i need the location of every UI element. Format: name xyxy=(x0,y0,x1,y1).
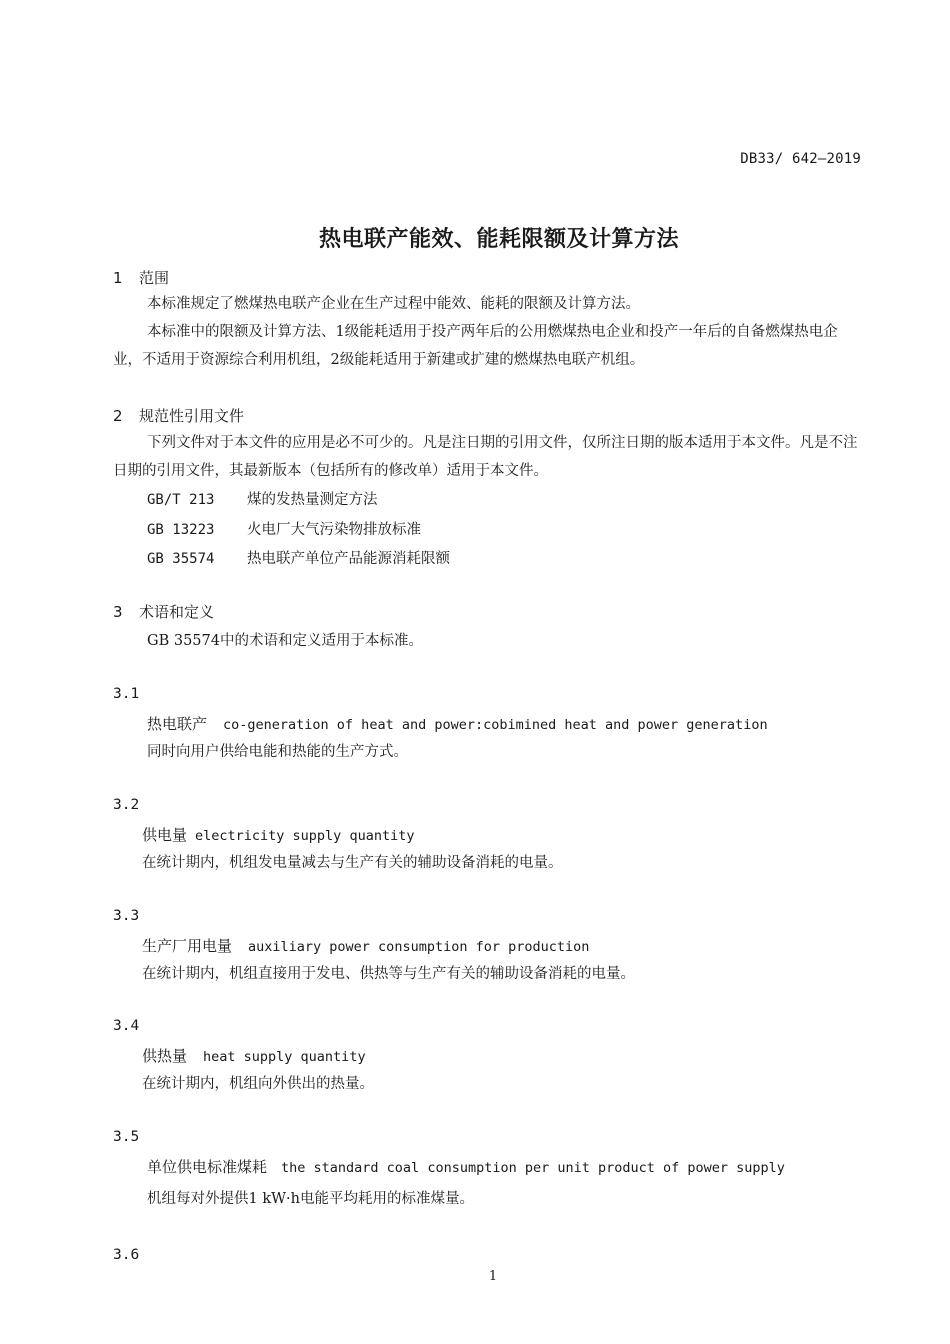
document-title: 热电联产能效、能耗限额及计算方法 xyxy=(318,227,679,252)
section-2-heading xyxy=(113,405,244,426)
term-english: heat supply quantity xyxy=(203,1049,366,1065)
term-chinese: 单位供电标准煤耗 xyxy=(147,1158,268,1176)
section-number: 3 xyxy=(113,603,123,621)
clause-number: 3.6 xyxy=(113,1247,140,1263)
reference-title: 热电联产单位产品能源消耗限额 xyxy=(247,551,450,567)
term-definition: 在统计期内，机组直接用于发电、供热等与生产有关的辅助设备消耗的电量。 xyxy=(142,966,635,982)
clause-number: 3.4 xyxy=(113,1018,140,1034)
term-entry xyxy=(142,1045,366,1066)
reference-code: GB 13223 xyxy=(147,522,215,538)
term-chinese: 供电量 xyxy=(142,826,188,844)
reference-item xyxy=(147,488,378,509)
section-1-paragraph-1: 本标准规定了燃煤热电联产企业在生产过程中能效、能耗的限额及计算方法。 xyxy=(147,296,640,312)
section-3-heading xyxy=(113,601,214,622)
document-code: DB33/ 642—2019 xyxy=(740,151,861,167)
term-definition: 机组每对外提供1 kW·h电能平均耗用的标准煤量。 xyxy=(147,1191,474,1207)
term-english: the standard coal consumption per unit product of power supply xyxy=(281,1160,785,1176)
term-english: electricity supply quantity xyxy=(195,828,415,844)
reference-code: GB 35574 xyxy=(147,551,215,567)
section-number: 2 xyxy=(113,407,123,425)
reference-code: GB/T 213 xyxy=(147,492,215,508)
page-number: 1 xyxy=(488,1269,498,1284)
term-definition: 在统计期内，机组向外供出的热量。 xyxy=(142,1076,374,1092)
term-entry xyxy=(142,824,414,845)
clause-number: 3.3 xyxy=(113,908,140,924)
reference-item xyxy=(147,547,450,568)
clause-number: 3.2 xyxy=(113,797,140,813)
section-title: 范围 xyxy=(139,269,170,287)
section-3-paragraph-1: GB 35574中的术语和定义适用于本标准。 xyxy=(147,633,423,649)
reference-item xyxy=(147,518,421,539)
term-chinese: 热电联产 xyxy=(147,715,208,733)
term-definition: 同时向用户供给电能和热能的生产方式。 xyxy=(147,744,408,760)
clause-number: 3.1 xyxy=(113,686,140,702)
section-title: 规范性引用文件 xyxy=(139,407,245,425)
section-1-paragraph-2: 本标准中的限额及计算方法、1级能耗适用于投产两年后的公用燃煤热电企业和投产一年后的自备燃煤热电企业，不适用于资源综合利用机组，2级能耗适用于新建或扩建的燃煤热电联产机组。 xyxy=(113,324,838,368)
term-definition: 在统计期内，机组发电量减去与生产有关的辅助设备消耗的电量。 xyxy=(142,855,563,871)
term-entry xyxy=(142,935,589,956)
section-number: 1 xyxy=(113,269,123,287)
term-english: auxiliary power consumption for production xyxy=(248,939,590,955)
clause-number: 3.5 xyxy=(113,1129,140,1145)
term-entry xyxy=(147,1156,785,1177)
section-1-heading xyxy=(113,267,169,288)
term-chinese: 生产厂用电量 xyxy=(142,937,233,955)
section-2-paragraph-1: 下列文件对于本文件的应用是必不可少的。凡是注日期的引用文件，仅所注日期的版本适用于本文件。凡是不注日期的引用文件，其最新版本（包括所有的修改单）适用于本文件。 xyxy=(113,435,858,479)
term-chinese: 供热量 xyxy=(142,1047,188,1065)
reference-title: 煤的发热量测定方法 xyxy=(247,492,378,508)
term-english: co-generation of heat and power:cobimined heat and power generation xyxy=(223,717,768,733)
term-entry xyxy=(147,713,768,734)
reference-title: 火电厂大气污染物排放标准 xyxy=(247,522,421,538)
section-title: 术语和定义 xyxy=(139,603,215,621)
